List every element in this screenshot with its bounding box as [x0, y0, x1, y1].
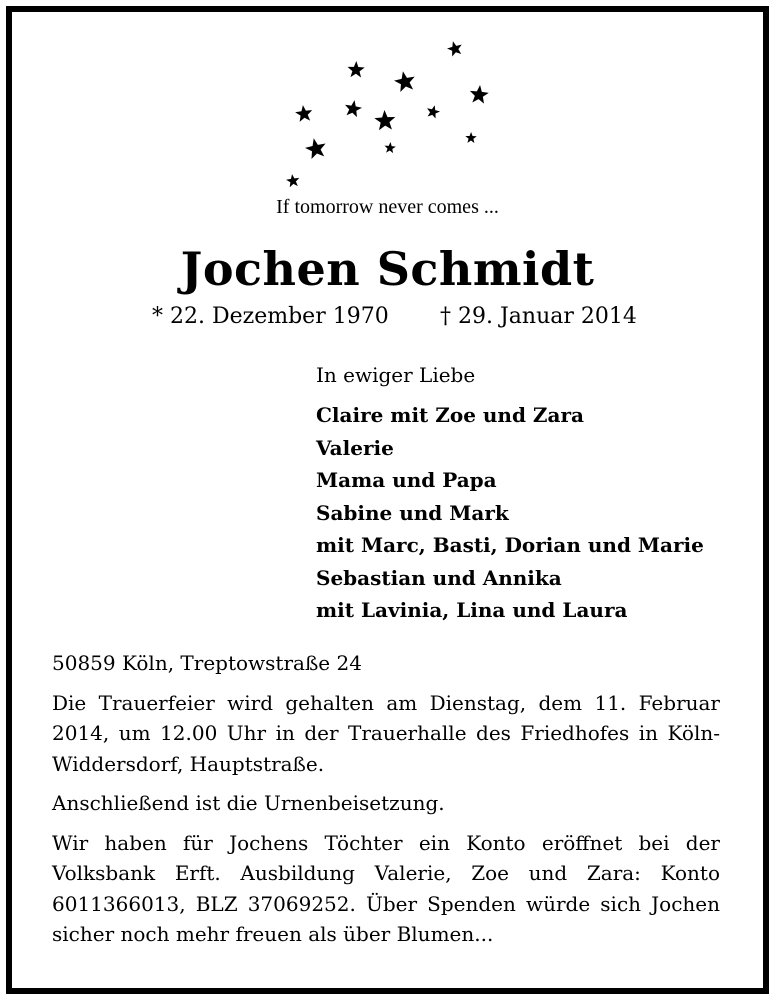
mourner-name: Sebastian und Annika — [316, 565, 562, 590]
burial-info: Anschließend ist die Urnenbeisetzung. — [52, 791, 445, 815]
star-icon — [425, 104, 441, 120]
death-date: † 29. Januar 2014 — [440, 304, 637, 329]
mourner-name: Claire mit Zoe und Zara — [316, 403, 584, 427]
star-icon — [446, 39, 464, 57]
star-icon — [469, 84, 490, 104]
mourner-name: Mama und Papa — [316, 468, 497, 492]
birth-date: * 22. Dezember 1970 — [152, 304, 389, 329]
stars-icon — [0, 0, 775, 200]
star-icon — [393, 69, 417, 93]
motto: If tomorrow never comes ... — [276, 196, 499, 218]
star-icon — [294, 104, 313, 122]
details-block — [52, 648, 720, 959]
mourner-name: Sabine und Mark — [316, 500, 509, 525]
deceased-name: Jochen Schmidt — [180, 242, 595, 296]
star-icon — [384, 142, 396, 154]
mourner-name: Valerie — [316, 435, 394, 460]
mourner-name: mit Lavinia, Lina und Laura — [316, 598, 628, 622]
star-icon — [343, 99, 363, 118]
star-icon — [347, 61, 365, 78]
funeral-info: Die Trauerfeier wird gehalten am Dienstag, dem 11. Februar 2014, um 12.00 Uhr in der Trauerhalle des Friedhofes in Köln-Widdersdorf, Hauptstraße. — [52, 690, 720, 776]
star-icon — [285, 173, 300, 187]
star-icon — [303, 136, 328, 160]
star-icon — [374, 109, 396, 130]
address: 50859 Köln, Treptowstraße 24 — [52, 651, 362, 675]
mourner-name: mit Marc, Basti, Dorian und Marie — [316, 533, 704, 557]
mourners-intro: In ewiger Liebe — [316, 363, 476, 387]
donation-info: Wir haben für Jochens Töchter ein Konto eröffnet bei der Volksbank Erft. Ausbildung Valerie, Zoe und Zara: Konto 6011366013, BLZ 37069252. Über Spenden würde sich Jochen sicher noch mehr freuen als über Blumen... — [52, 830, 720, 946]
star-icon — [465, 132, 477, 143]
mourners-block — [316, 363, 704, 627]
